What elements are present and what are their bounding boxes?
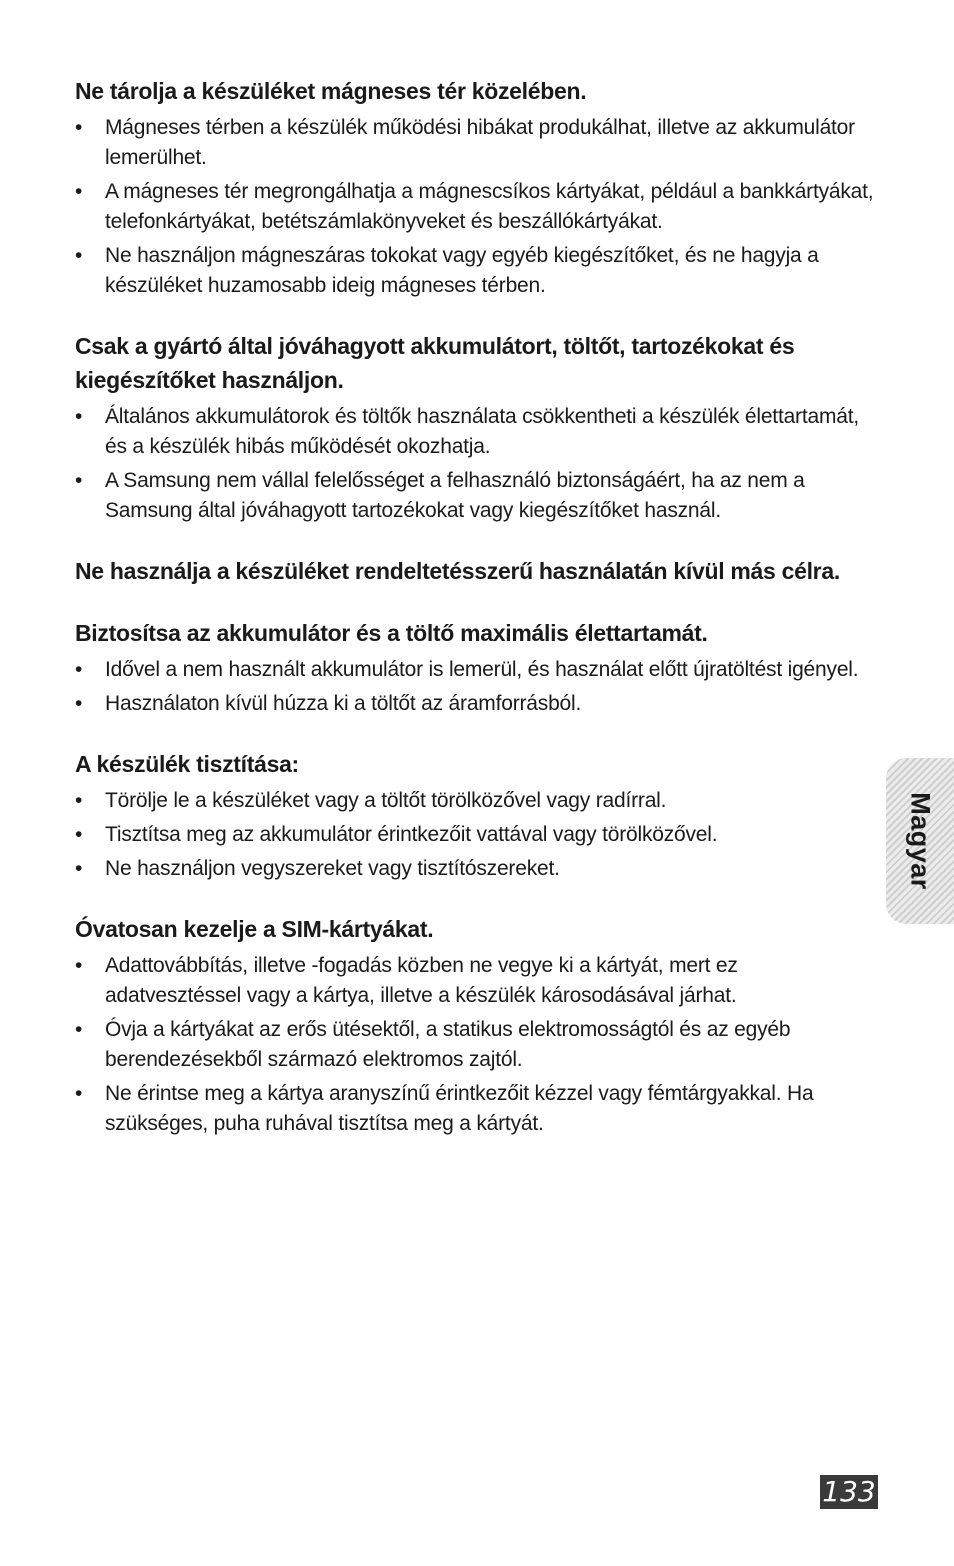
- section: [75, 912, 875, 1139]
- section: [75, 616, 875, 719]
- language-tab-label: Magyar: [905, 792, 936, 890]
- bullet-item: • Általános akkumulátorok és töltők használata csökkentheti a készülék élettartamát, és a készülék hibás működését okozhatja.: [75, 402, 875, 462]
- bullet-item: • Ne használjon mágneszáras tokokat vagy egyéb kiegészítőket, és ne hagyja a készüléket huzamosabb ideig mágneses térben.: [75, 241, 875, 301]
- section-heading: Ne tárolja a készüléket mágneses tér közelében.: [75, 78, 587, 104]
- bullet-list: [75, 786, 875, 884]
- bullet-item: • Tisztítsa meg az akkumulátor érintkezőit vattával vagy törölközővel.: [75, 820, 875, 850]
- section: [75, 74, 875, 301]
- bullet-item: • Törölje le a készüléket vagy a töltőt törölközővel vagy radírral.: [75, 786, 875, 816]
- bullet-item: • A Samsung nem vállal felelősséget a felhasználó biztonságáért, ha az nem a Samsung által jóváhagyott tartozékokat vagy kiegészítőket használ.: [75, 466, 875, 526]
- bullet-item: • Ne érintse meg a kártya aranyszínű érintkezőit kézzel vagy fémtárgyakkal. Ha szükséges, puha ruhával tisztítsa meg a kártyát.: [75, 1079, 875, 1139]
- language-side-tab: [886, 758, 954, 924]
- page-number: 133: [820, 1475, 878, 1509]
- section: [75, 329, 875, 526]
- section-heading: Csak a gyártó által jóváhagyott akkumulátort, töltőt, tartozékokat és kiegészítőket használjon.: [75, 333, 795, 393]
- section-heading: Óvatosan kezelje a SIM-kártyákat.: [75, 916, 434, 942]
- bullet-list: [75, 951, 875, 1139]
- section-heading: A készülék tisztítása:: [75, 751, 299, 777]
- bullet-item: • Használaton kívül húzza ki a töltőt az áramforrásból.: [75, 689, 875, 719]
- bullet-list: [75, 402, 875, 526]
- bullet-list: [75, 655, 875, 719]
- bullet-item: • Óvja a kártyákat az erős ütésektől, a statikus elektromosságtól és az egyéb berendezésekből származó elektromos zajtól.: [75, 1015, 875, 1075]
- bullet-item: • Adattovábbítás, illetve -fogadás közben ne vegye ki a kártyát, mert ez adatvesztéssel vagy a kártya, illetve a készülék károsodásával járhat.: [75, 951, 875, 1011]
- bullet-item: • A mágneses tér megrongálhatja a mágnescsíkos kártyákat, például a bankkártyákat, telefonkártyákat, betétszámlakönyveket és beszállókártyákat.: [75, 177, 875, 237]
- section: [75, 747, 875, 884]
- bullet-item: • Mágneses térben a készülék működési hibákat produkálhat, illetve az akkumulátor lemerülhet.: [75, 113, 875, 173]
- section-heading: Ne használja a készüléket rendeltetésszerű használatán kívül más célra.: [75, 558, 840, 584]
- section: [75, 554, 875, 588]
- bullet-item: • Idővel a nem használt akkumulátor is lemerül, és használat előtt újratöltést igényel.: [75, 655, 875, 685]
- section-heading: Biztosítsa az akkumulátor és a töltő maximális élettartamát.: [75, 620, 708, 646]
- bullet-list: [75, 113, 875, 301]
- bullet-item: • Ne használjon vegyszereket vagy tisztítószereket.: [75, 854, 875, 884]
- page-content: [75, 74, 875, 1167]
